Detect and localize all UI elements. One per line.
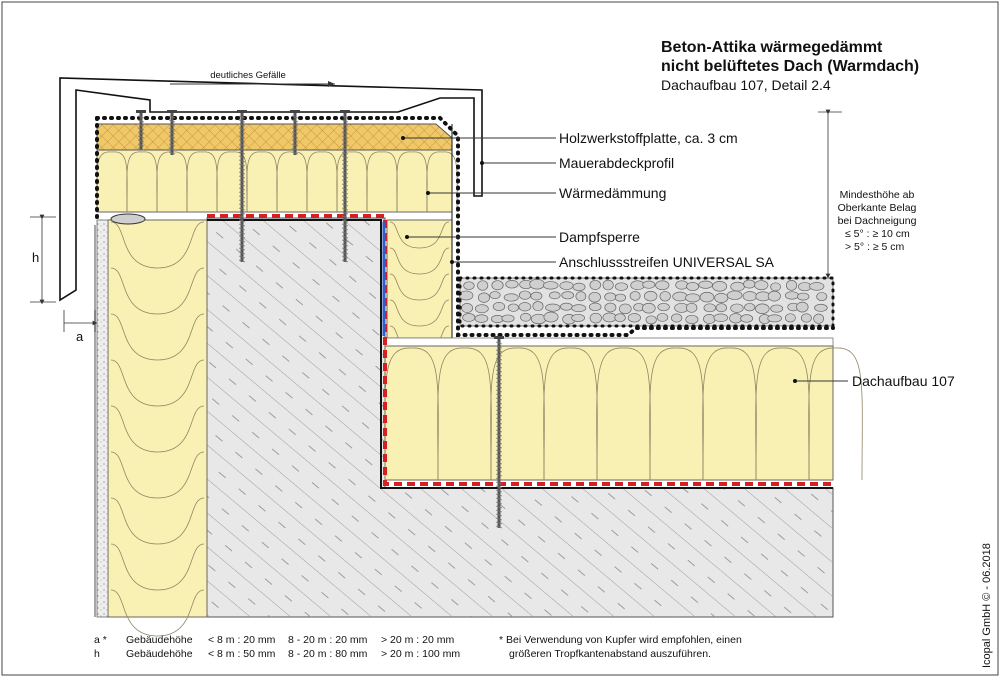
label-holzwerkstoffplatte: Holzwerkstoffplatte, ca. 3 cm [559, 130, 738, 146]
label-dachaufbau: Dachaufbau 107 [852, 373, 955, 389]
separation-layer [385, 338, 833, 346]
copyright: Icopal GmbH © - 06.2018 [981, 543, 993, 668]
table-a-c2: 8 - 20 m : 20 mm [288, 634, 368, 646]
footnote-line-2: größeren Tropfkantenabstand auszuführen. [509, 648, 711, 660]
dimension-a [64, 310, 95, 344]
table-a-name: Gebäudehöhe [126, 634, 193, 646]
table-h-key: h [94, 648, 100, 660]
dimension-a-label: a [76, 329, 84, 344]
label-anschlussstreifen: Anschlussstreifen UNIVERSAL SA [559, 254, 775, 270]
title-line-1: Beton-Attika wärmegedämmt [661, 39, 883, 56]
facade-insulation [108, 220, 207, 617]
table-a-c3: > 20 m : 20 mm [381, 634, 455, 646]
table-a-c1: < 8 m : 20 mm [208, 634, 276, 646]
slope-label: deutliches Gefälle [210, 70, 286, 81]
title-line-2: nicht belüftetes Dach (Warmdach) [661, 58, 920, 75]
dimension-table [94, 634, 460, 660]
label-mauerabdeckprofil: Mauerabdeckprofil [559, 155, 675, 171]
table-h-c3: > 20 m : 100 mm [381, 648, 461, 660]
footnote-line-1: * Bei Verwendung von Kupfer wird empfohlen, einen [499, 634, 742, 646]
attika-inner-insulation [387, 220, 452, 338]
min-height-line-2: Oberkante Belag [837, 202, 917, 214]
table-a-key: a * [94, 634, 107, 646]
title-line-3: Dachaufbau 107, Detail 2.4 [661, 77, 831, 93]
label-dampfsperre: Dampfsperre [559, 229, 640, 245]
min-height-line-5: > 5° : ≥ 5 cm [845, 241, 905, 253]
plaster-layer [97, 220, 108, 617]
table-h-name: Gebäudehöhe [126, 648, 193, 660]
label-waermedaemmung: Wärmedämmung [559, 185, 667, 201]
dimension-h-label: h [32, 250, 40, 265]
table-h-c1: < 8 m : 50 mm [208, 648, 276, 660]
dimension-h [30, 217, 56, 302]
min-height-dimension [818, 112, 842, 276]
sealant-bead [111, 214, 145, 224]
table-h-c2: 8 - 20 m : 80 mm [288, 648, 368, 660]
min-height-line-3: bei Dachneigung [837, 215, 917, 227]
roof-insulation [385, 346, 833, 480]
min-height-line-1: Mindesthöhe ab [839, 189, 915, 201]
min-height-line-4: ≤ 5° : ≥ 10 cm [845, 228, 910, 240]
wood-board [97, 124, 452, 150]
